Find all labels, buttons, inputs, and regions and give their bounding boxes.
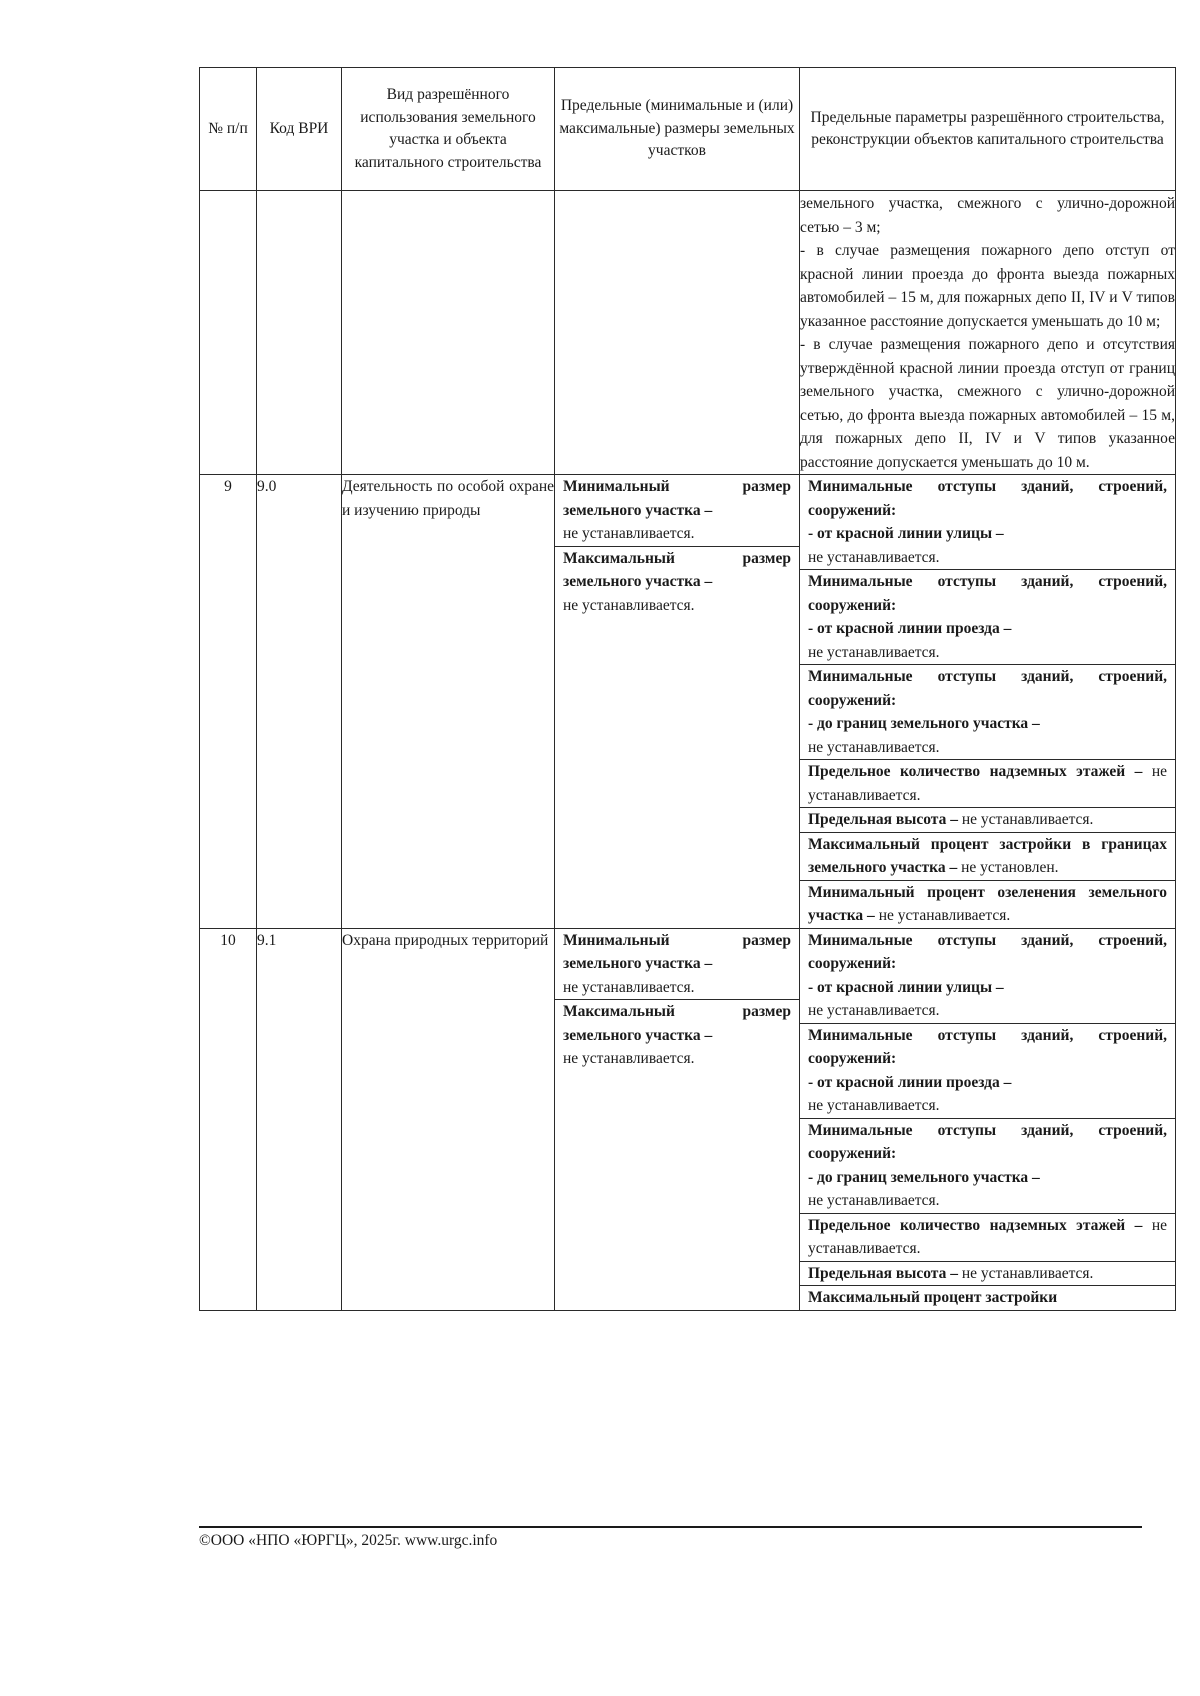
param-label: Максимальный процент застройки в границах земельного участка – bbox=[808, 835, 1167, 876]
param-value: не устанавливается. bbox=[808, 738, 940, 756]
param-block bbox=[800, 665, 1175, 760]
size-label: Минимальный размер земельного участка – bbox=[563, 478, 791, 519]
param-sublabel: - до границ земельного участка – bbox=[808, 1168, 1040, 1186]
continuation-text: земельного участка, смежного с улично-дорожной сетью – 3 м; - в случае размещения пожарного депо отступ от красной линии проезда до фронта выезда пожарных автомобилей – 15 м, для пожарных депо II, IV и V типов указанное расстояние допускается уменьшать до 10 м; - в случае размещения пожарного депо и отсутствия утверждённой красной линии проезда отступ от границ земельного участка, смежного с улично-дорожной сетью, до фронта выезда пожарных автомобилей – 15 м, для пожарных депо II, IV и V типов указанное расстояние допускается уменьшать до 10 м. bbox=[800, 191, 1176, 475]
row-num: 9 bbox=[200, 475, 257, 929]
param-block bbox=[800, 881, 1175, 928]
param-sublabel: - до границ земельного участка – bbox=[808, 715, 1040, 732]
param-label: Минимальные отступы зданий, строений, сооружений: bbox=[808, 931, 1167, 972]
row-name: Охрана природных территорий bbox=[342, 928, 555, 1310]
row-params bbox=[800, 475, 1176, 929]
row-code: 9.1 bbox=[257, 928, 342, 1310]
footer-divider bbox=[199, 1526, 1142, 1528]
param-label: Минимальные отступы зданий, строений, сооружений: bbox=[808, 668, 1167, 709]
row-params bbox=[800, 928, 1176, 1310]
size-block bbox=[555, 1000, 799, 1071]
param-value: не устанавливается. bbox=[878, 907, 1011, 924]
param-sublabel: - от красной линии улицы – bbox=[808, 525, 1004, 542]
row-sizes bbox=[555, 928, 800, 1310]
size-value: не устанавливается. bbox=[563, 978, 695, 996]
table-header-row bbox=[200, 68, 1176, 191]
size-value: не устанавливается. bbox=[563, 525, 695, 542]
param-sublabel: - от красной линии улицы – bbox=[808, 978, 1004, 996]
size-block bbox=[555, 475, 799, 547]
param-value: не устанавливается. bbox=[961, 1264, 1094, 1282]
header-code: Код ВРИ bbox=[257, 68, 342, 191]
param-value: не устанавливается. bbox=[808, 1002, 940, 1019]
param-block bbox=[800, 760, 1175, 808]
footer-copyright: ©ООО «НПО «ЮРГЦ», 2025г. www.urgc.info bbox=[199, 1532, 498, 1549]
param-label: Предельная высота – bbox=[808, 1264, 958, 1282]
param-block bbox=[800, 833, 1175, 881]
param-value: не устанавливается. bbox=[808, 548, 940, 566]
header-kind: Вид разрешённого использования земельного участка и объекта капитального строительства bbox=[342, 68, 555, 191]
param-sublabel: - от красной линии проезда – bbox=[808, 620, 1012, 637]
param-value: не устанавливается. bbox=[808, 763, 1168, 804]
size-label: Максимальный размер земельного участка – bbox=[563, 549, 791, 590]
param-label: Минимальные отступы зданий, строений, сооружений: bbox=[808, 1026, 1167, 1067]
row-sizes bbox=[555, 475, 800, 929]
param-label: Предельная высота – bbox=[808, 811, 958, 828]
param-block bbox=[800, 475, 1175, 570]
param-block bbox=[800, 570, 1175, 665]
table-row bbox=[200, 928, 1176, 1310]
header-params: Предельные параметры разрешённого строительства, реконструкции объектов капитального строительства bbox=[800, 68, 1176, 191]
table-row bbox=[200, 475, 1176, 929]
header-size: Предельные (минимальные и (или) максимальные) размеры земельных участков bbox=[555, 68, 800, 191]
param-block bbox=[800, 1119, 1175, 1214]
row-name: Деятельность по особой охране и изучению природы bbox=[342, 475, 555, 929]
regulations-table bbox=[199, 67, 1176, 1311]
param-label: Минимальный процент озеленения земельного участка – bbox=[808, 883, 1167, 924]
size-block bbox=[555, 547, 799, 618]
size-block bbox=[555, 929, 799, 1001]
param-value: не устанавливается. bbox=[961, 811, 1094, 828]
row-num: 10 bbox=[200, 928, 257, 1310]
param-block bbox=[800, 1286, 1175, 1310]
param-block bbox=[800, 808, 1175, 833]
size-label: Минимальный размер земельного участка – bbox=[563, 931, 791, 972]
param-value: не устанавливается. bbox=[808, 1192, 940, 1209]
param-label: Максимальный процент застройки bbox=[808, 1289, 1058, 1306]
param-sublabel: - от красной линии проезда – bbox=[808, 1073, 1012, 1091]
param-value: не устанавливается. bbox=[808, 1216, 1168, 1257]
param-value: не устанавливается. bbox=[808, 643, 940, 661]
param-block bbox=[800, 1214, 1175, 1262]
header-num: № п/п bbox=[200, 68, 257, 191]
param-block bbox=[800, 1024, 1175, 1119]
param-value: не устанавливается. bbox=[808, 1097, 940, 1114]
size-label: Максимальный размер земельного участка – bbox=[563, 1003, 791, 1044]
param-value: не установлен. bbox=[961, 859, 1059, 876]
param-label: Предельное количество надземных этажей – bbox=[808, 763, 1143, 780]
size-value: не устанавливается. bbox=[563, 596, 695, 614]
param-label: Минимальные отступы зданий, строений, сооружений: bbox=[808, 573, 1167, 614]
row-code: 9.0 bbox=[257, 475, 342, 929]
continuation-row bbox=[200, 191, 1176, 475]
param-label: Предельное количество надземных этажей – bbox=[808, 1216, 1143, 1234]
param-block bbox=[800, 929, 1175, 1024]
size-value: не устанавливается. bbox=[563, 1050, 695, 1067]
param-label: Минимальные отступы зданий, строений, сооружений: bbox=[808, 478, 1167, 519]
param-block bbox=[800, 1262, 1175, 1287]
param-label: Минимальные отступы зданий, строений, сооружений: bbox=[808, 1121, 1167, 1162]
